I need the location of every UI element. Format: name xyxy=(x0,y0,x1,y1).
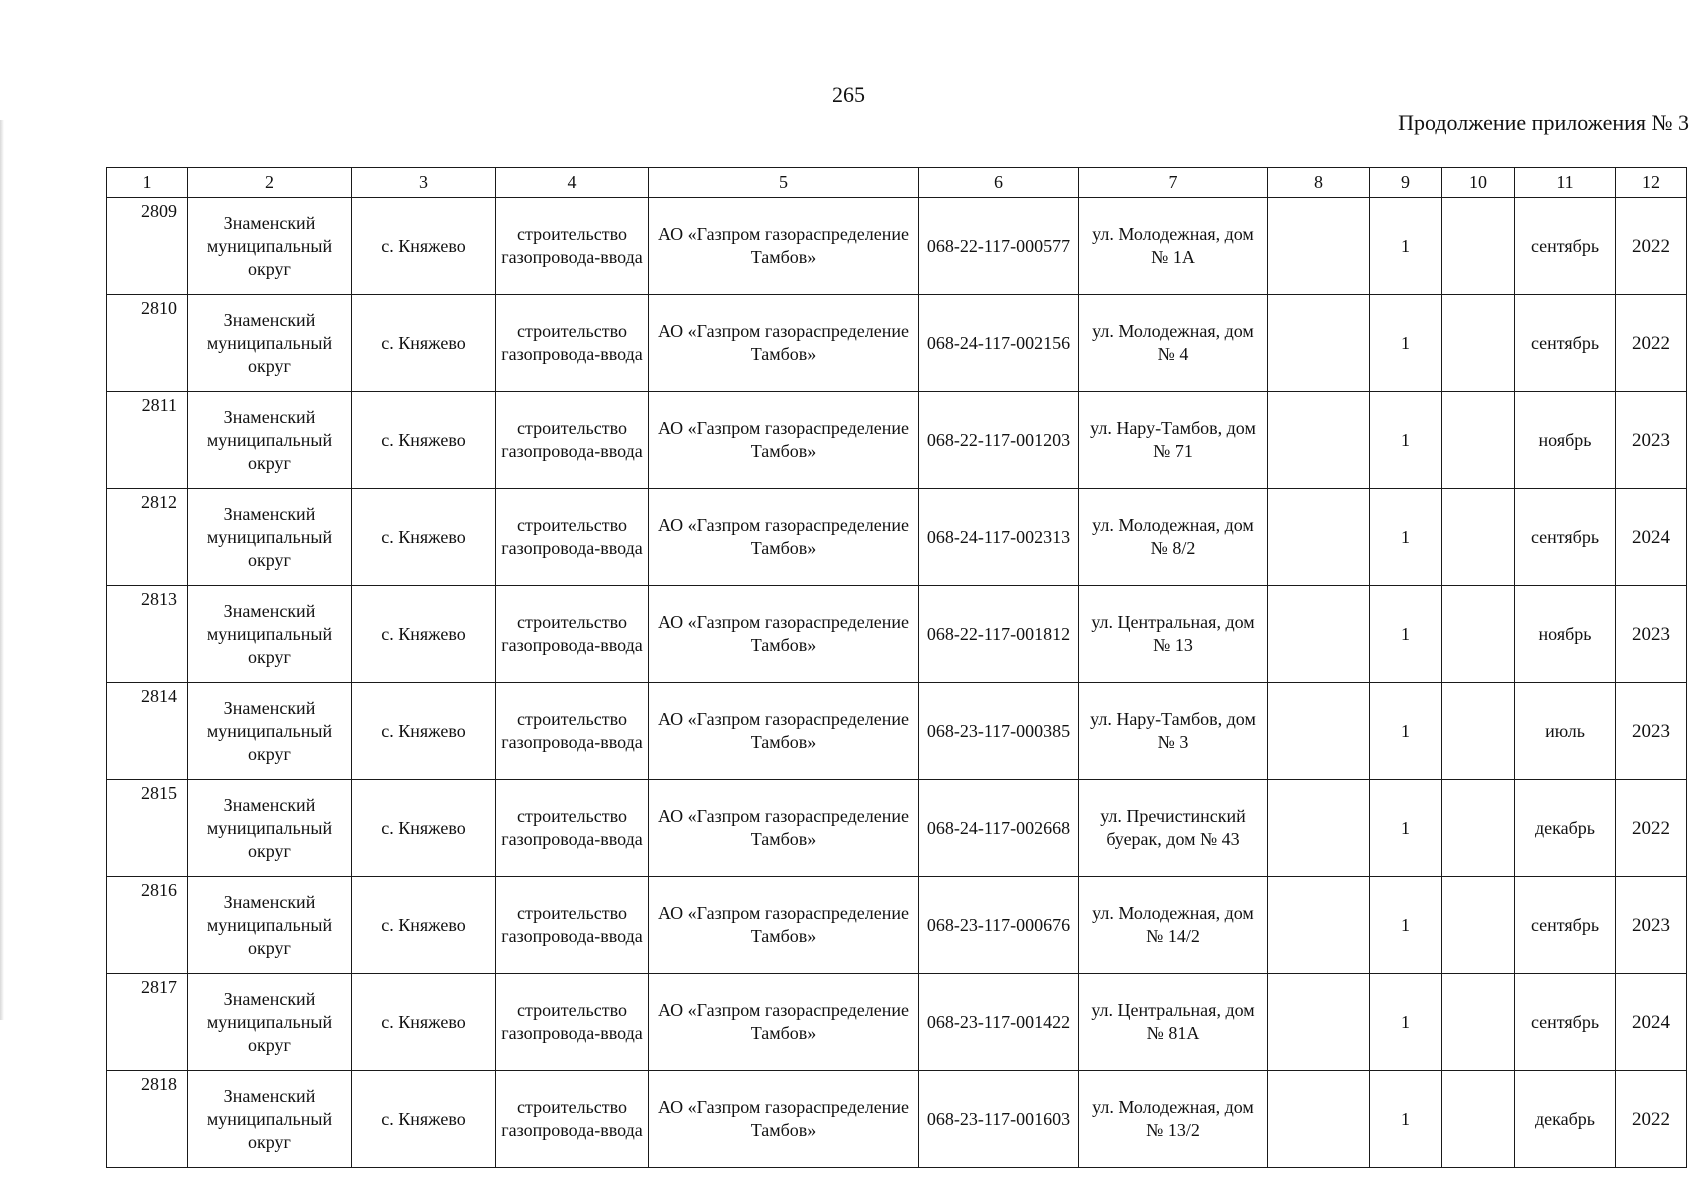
month-cell: июль xyxy=(1515,683,1616,780)
column-number-header-row xyxy=(107,168,1687,198)
quantity-cell: 1 xyxy=(1370,392,1442,489)
organization-cell: АО «Газпром газораспределение Тамбов» xyxy=(649,586,919,683)
column-header: 8 xyxy=(1268,168,1370,198)
month-cell: сентябрь xyxy=(1515,295,1616,392)
object-code-cell: 068-22-117-001812 xyxy=(919,586,1079,683)
row-number-cell: 2815 xyxy=(107,780,188,877)
table-row xyxy=(107,974,1687,1071)
table-row xyxy=(107,1071,1687,1168)
organization-cell: АО «Газпром газораспределение Тамбов» xyxy=(649,392,919,489)
settlement-cell: с. Княжево xyxy=(352,586,496,683)
row-number-cell: 2809 xyxy=(107,198,188,295)
work-type-cell: строительство газопровода-ввода xyxy=(496,877,649,974)
row-number-cell: 2818 xyxy=(107,1071,188,1168)
year-cell: 2022 xyxy=(1616,198,1687,295)
table-row xyxy=(107,198,1687,295)
row-number-cell: 2812 xyxy=(107,489,188,586)
year-cell: 2023 xyxy=(1616,683,1687,780)
work-type-cell: строительство газопровода-ввода xyxy=(496,489,649,586)
object-code-cell: 068-23-117-001603 xyxy=(919,1071,1079,1168)
month-cell: ноябрь xyxy=(1515,392,1616,489)
municipal-district-cell: Знаменский муниципальный округ xyxy=(188,392,352,489)
row-number-cell: 2814 xyxy=(107,683,188,780)
column-10-value-cell xyxy=(1442,877,1515,974)
column-header: 2 xyxy=(188,168,352,198)
work-type-cell: строительство газопровода-ввода xyxy=(496,1071,649,1168)
quantity-cell: 1 xyxy=(1370,780,1442,877)
register-table-body xyxy=(107,198,1687,1168)
month-cell: сентябрь xyxy=(1515,489,1616,586)
year-cell: 2024 xyxy=(1616,489,1687,586)
year-cell: 2022 xyxy=(1616,295,1687,392)
quantity-cell: 1 xyxy=(1370,1071,1442,1168)
settlement-cell: с. Княжево xyxy=(352,489,496,586)
object-code-cell: 068-22-117-001203 xyxy=(919,392,1079,489)
quantity-cell: 1 xyxy=(1370,586,1442,683)
address-cell: ул. Нару-Тамбов, дом № 71 xyxy=(1079,392,1268,489)
settlement-cell: с. Княжево xyxy=(352,198,496,295)
column-header: 3 xyxy=(352,168,496,198)
municipal-district-cell: Знаменский муниципальный округ xyxy=(188,877,352,974)
column-10-value-cell xyxy=(1442,1071,1515,1168)
address-cell: ул. Нару-Тамбов, дом № 3 xyxy=(1079,683,1268,780)
column-header: 1 xyxy=(107,168,188,198)
year-cell: 2024 xyxy=(1616,974,1687,1071)
municipal-district-cell: Знаменский муниципальный округ xyxy=(188,974,352,1071)
address-cell: ул. Молодежная, дом № 1А xyxy=(1079,198,1268,295)
month-cell: декабрь xyxy=(1515,1071,1616,1168)
column-header: 10 xyxy=(1442,168,1515,198)
column-header: 6 xyxy=(919,168,1079,198)
municipal-district-cell: Знаменский муниципальный округ xyxy=(188,683,352,780)
organization-cell: АО «Газпром газораспределение Тамбов» xyxy=(649,683,919,780)
column-header: 7 xyxy=(1079,168,1268,198)
column-8-value-cell xyxy=(1268,877,1370,974)
month-cell: сентябрь xyxy=(1515,877,1616,974)
year-cell: 2022 xyxy=(1616,780,1687,877)
row-number-cell: 2813 xyxy=(107,586,188,683)
work-type-cell: строительство газопровода-ввода xyxy=(496,974,649,1071)
municipal-district-cell: Знаменский муниципальный округ xyxy=(188,780,352,877)
organization-cell: АО «Газпром газораспределение Тамбов» xyxy=(649,877,919,974)
work-type-cell: строительство газопровода-ввода xyxy=(496,392,649,489)
table-row xyxy=(107,489,1687,586)
column-header: 5 xyxy=(649,168,919,198)
column-10-value-cell xyxy=(1442,198,1515,295)
column-8-value-cell xyxy=(1268,683,1370,780)
object-code-cell: 068-23-117-000676 xyxy=(919,877,1079,974)
object-code-cell: 068-24-117-002668 xyxy=(919,780,1079,877)
year-cell: 2023 xyxy=(1616,586,1687,683)
quantity-cell: 1 xyxy=(1370,974,1442,1071)
column-8-value-cell xyxy=(1268,586,1370,683)
work-type-cell: строительство газопровода-ввода xyxy=(496,198,649,295)
column-8-value-cell xyxy=(1268,489,1370,586)
address-cell: ул. Центральная, дом № 13 xyxy=(1079,586,1268,683)
object-code-cell: 068-23-117-000385 xyxy=(919,683,1079,780)
municipal-district-cell: Знаменский муниципальный округ xyxy=(188,1071,352,1168)
register-table xyxy=(106,167,1687,1168)
municipal-district-cell: Знаменский муниципальный округ xyxy=(188,586,352,683)
settlement-cell: с. Княжево xyxy=(352,392,496,489)
column-header: 12 xyxy=(1616,168,1687,198)
year-cell: 2023 xyxy=(1616,877,1687,974)
work-type-cell: строительство газопровода-ввода xyxy=(496,780,649,877)
column-8-value-cell xyxy=(1268,1071,1370,1168)
column-10-value-cell xyxy=(1442,489,1515,586)
appendix-continuation-label: Продолжение приложения № 3 xyxy=(1398,110,1689,135)
settlement-cell: с. Княжево xyxy=(352,877,496,974)
organization-cell: АО «Газпром газораспределение Тамбов» xyxy=(649,780,919,877)
column-header: 4 xyxy=(496,168,649,198)
settlement-cell: с. Княжево xyxy=(352,295,496,392)
settlement-cell: с. Княжево xyxy=(352,780,496,877)
settlement-cell: с. Княжево xyxy=(352,1071,496,1168)
row-number-cell: 2810 xyxy=(107,295,188,392)
object-code-cell: 068-22-117-000577 xyxy=(919,198,1079,295)
scan-edge-shadow xyxy=(0,120,4,1020)
row-number-cell: 2811 xyxy=(107,392,188,489)
organization-cell: АО «Газпром газораспределение Тамбов» xyxy=(649,198,919,295)
municipal-district-cell: Знаменский муниципальный округ xyxy=(188,489,352,586)
column-8-value-cell xyxy=(1268,780,1370,877)
address-cell: ул. Молодежная, дом № 14/2 xyxy=(1079,877,1268,974)
column-8-value-cell xyxy=(1268,392,1370,489)
table-row xyxy=(107,295,1687,392)
column-10-value-cell xyxy=(1442,586,1515,683)
organization-cell: АО «Газпром газораспределение Тамбов» xyxy=(649,974,919,1071)
table-row xyxy=(107,780,1687,877)
row-number-cell: 2817 xyxy=(107,974,188,1071)
page-number: 265 xyxy=(832,82,865,107)
work-type-cell: строительство газопровода-ввода xyxy=(496,295,649,392)
table-row xyxy=(107,392,1687,489)
column-header: 11 xyxy=(1515,168,1616,198)
column-10-value-cell xyxy=(1442,974,1515,1071)
month-cell: сентябрь xyxy=(1515,198,1616,295)
table-row xyxy=(107,683,1687,780)
month-cell: ноябрь xyxy=(1515,586,1616,683)
municipal-district-cell: Знаменский муниципальный округ xyxy=(188,295,352,392)
address-cell: ул. Пречистинский буерак, дом № 43 xyxy=(1079,780,1268,877)
table-row xyxy=(107,877,1687,974)
column-10-value-cell xyxy=(1442,780,1515,877)
municipal-district-cell: Знаменский муниципальный округ xyxy=(188,198,352,295)
year-cell: 2023 xyxy=(1616,392,1687,489)
object-code-cell: 068-24-117-002156 xyxy=(919,295,1079,392)
column-8-value-cell xyxy=(1268,198,1370,295)
organization-cell: АО «Газпром газораспределение Тамбов» xyxy=(649,489,919,586)
address-cell: ул. Молодежная, дом № 4 xyxy=(1079,295,1268,392)
quantity-cell: 1 xyxy=(1370,683,1442,780)
column-10-value-cell xyxy=(1442,295,1515,392)
column-8-value-cell xyxy=(1268,974,1370,1071)
work-type-cell: строительство газопровода-ввода xyxy=(496,586,649,683)
address-cell: ул. Молодежная, дом № 13/2 xyxy=(1079,1071,1268,1168)
object-code-cell: 068-23-117-001422 xyxy=(919,974,1079,1071)
column-header: 9 xyxy=(1370,168,1442,198)
organization-cell: АО «Газпром газораспределение Тамбов» xyxy=(649,295,919,392)
table-row xyxy=(107,586,1687,683)
address-cell: ул. Центральная, дом № 81А xyxy=(1079,974,1268,1071)
column-10-value-cell xyxy=(1442,392,1515,489)
object-code-cell: 068-24-117-002313 xyxy=(919,489,1079,586)
address-cell: ул. Молодежная, дом № 8/2 xyxy=(1079,489,1268,586)
quantity-cell: 1 xyxy=(1370,877,1442,974)
quantity-cell: 1 xyxy=(1370,198,1442,295)
year-cell: 2022 xyxy=(1616,1071,1687,1168)
work-type-cell: строительство газопровода-ввода xyxy=(496,683,649,780)
row-number-cell: 2816 xyxy=(107,877,188,974)
organization-cell: АО «Газпром газораспределение Тамбов» xyxy=(649,1071,919,1168)
quantity-cell: 1 xyxy=(1370,295,1442,392)
column-10-value-cell xyxy=(1442,683,1515,780)
month-cell: сентябрь xyxy=(1515,974,1616,1071)
column-8-value-cell xyxy=(1268,295,1370,392)
month-cell: декабрь xyxy=(1515,780,1616,877)
settlement-cell: с. Княжево xyxy=(352,683,496,780)
quantity-cell: 1 xyxy=(1370,489,1442,586)
settlement-cell: с. Княжево xyxy=(352,974,496,1071)
